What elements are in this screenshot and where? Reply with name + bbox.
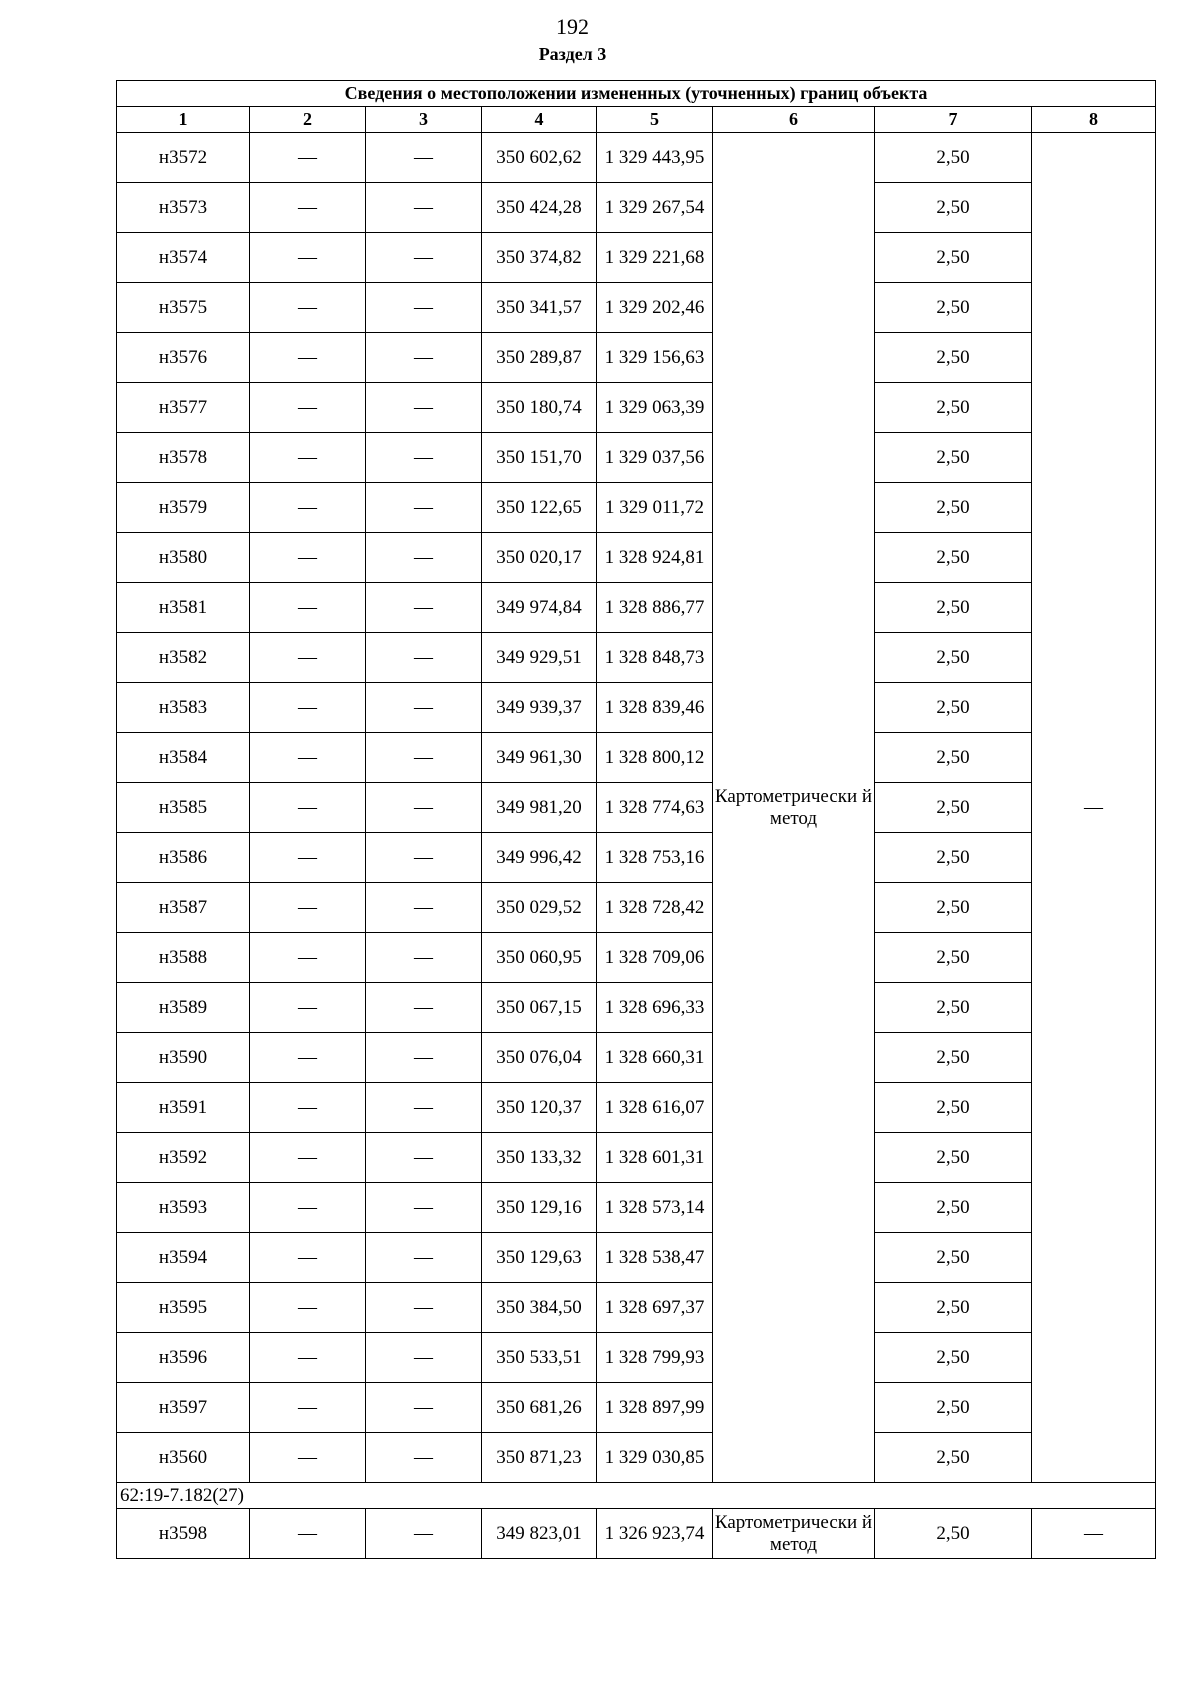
- y-coordinate-cell: 1 329 221,68: [597, 233, 713, 283]
- y-coordinate-cell: 1 328 728,42: [597, 883, 713, 933]
- col3-cell: —: [366, 333, 482, 383]
- point-id-cell: н3579: [117, 483, 250, 533]
- col2-cell: —: [250, 1433, 366, 1483]
- col3-cell: —: [366, 1509, 482, 1559]
- table-row: [117, 533, 1156, 583]
- y-coordinate-cell: 1 329 063,39: [597, 383, 713, 433]
- point-id-cell: н3584: [117, 733, 250, 783]
- table-row: [117, 433, 1156, 483]
- section-title: Раздел 3: [538, 44, 607, 64]
- col3-cell: —: [366, 1033, 482, 1083]
- point-id-cell: н3577: [117, 383, 250, 433]
- col3-cell: —: [366, 783, 482, 833]
- table-row: [117, 1283, 1156, 1333]
- table-row: [117, 583, 1156, 633]
- accuracy-cell: 2,50: [875, 1033, 1032, 1083]
- col2-cell: —: [250, 883, 366, 933]
- point-id-cell: н3574: [117, 233, 250, 283]
- accuracy-cell: 2,50: [875, 1083, 1032, 1133]
- col2-cell: —: [250, 133, 366, 183]
- table-row: [117, 633, 1156, 683]
- y-coordinate-cell: 1 328 660,31: [597, 1033, 713, 1083]
- table-row: [117, 1033, 1156, 1083]
- x-coordinate-cell: 350 076,04: [482, 1033, 597, 1083]
- col3-cell: —: [366, 1083, 482, 1133]
- col3-cell: —: [366, 1383, 482, 1433]
- col2-cell: —: [250, 483, 366, 533]
- table-row: [117, 1083, 1156, 1133]
- x-coordinate-cell: 350 602,62: [482, 133, 597, 183]
- point-id-cell: н3593: [117, 1183, 250, 1233]
- table-row: [117, 883, 1156, 933]
- point-id-cell: н3582: [117, 633, 250, 683]
- col2-cell: —: [250, 183, 366, 233]
- y-coordinate-cell: 1 328 774,63: [597, 783, 713, 833]
- x-coordinate-cell: 349 996,42: [482, 833, 597, 883]
- y-coordinate-cell: 1 328 897,99: [597, 1383, 713, 1433]
- table-row: [117, 1183, 1156, 1233]
- x-coordinate-cell: 350 871,23: [482, 1433, 597, 1483]
- col3-cell: —: [366, 1133, 482, 1183]
- y-coordinate-cell: 1 328 616,07: [597, 1083, 713, 1133]
- accuracy-cell: 2,50: [875, 483, 1032, 533]
- point-id-cell: н3583: [117, 683, 250, 733]
- col2-cell: —: [250, 583, 366, 633]
- point-id-cell: н3592: [117, 1133, 250, 1183]
- column-header-6: 6: [713, 107, 875, 133]
- accuracy-cell: 2,50: [875, 833, 1032, 883]
- col3-cell: —: [366, 283, 482, 333]
- x-coordinate-cell: 350 029,52: [482, 883, 597, 933]
- col3-cell: —: [366, 483, 482, 533]
- point-id-cell: н3576: [117, 333, 250, 383]
- y-coordinate-cell: 1 328 709,06: [597, 933, 713, 983]
- method-cell: Картометрически й метод: [713, 1509, 875, 1559]
- point-id-cell: н3588: [117, 933, 250, 983]
- table-row: [117, 1333, 1156, 1383]
- accuracy-cell: 2,50: [875, 433, 1032, 483]
- accuracy-cell: 2,50: [875, 583, 1032, 633]
- table-row: [117, 833, 1156, 883]
- col2-cell: —: [250, 833, 366, 883]
- point-id-cell: н3581: [117, 583, 250, 633]
- accuracy-cell: 2,50: [875, 933, 1032, 983]
- table-row: [117, 733, 1156, 783]
- x-coordinate-cell: 350 374,82: [482, 233, 597, 283]
- col3-cell: —: [366, 1233, 482, 1283]
- x-coordinate-cell: 350 384,50: [482, 1283, 597, 1333]
- col3-cell: —: [366, 1433, 482, 1483]
- point-id-cell: н3587: [117, 883, 250, 933]
- y-coordinate-cell: 1 328 800,12: [597, 733, 713, 783]
- point-id-cell: н3597: [117, 1383, 250, 1433]
- point-id-cell: н3590: [117, 1033, 250, 1083]
- x-coordinate-cell: 350 020,17: [482, 533, 597, 583]
- y-coordinate-cell: 1 329 011,72: [597, 483, 713, 533]
- x-coordinate-cell: 350 129,63: [482, 1233, 597, 1283]
- group-header-row: [117, 1483, 1156, 1509]
- col2-cell: —: [250, 233, 366, 283]
- y-coordinate-cell: 1 328 601,31: [597, 1133, 713, 1183]
- accuracy-cell: 2,50: [875, 183, 1032, 233]
- point-id-cell: н3573: [117, 183, 250, 233]
- y-coordinate-cell: 1 329 037,56: [597, 433, 713, 483]
- x-coordinate-cell: 350 122,65: [482, 483, 597, 533]
- accuracy-cell: 2,50: [875, 1233, 1032, 1283]
- point-id-cell: н3594: [117, 1233, 250, 1283]
- y-coordinate-cell: 1 328 573,14: [597, 1183, 713, 1233]
- accuracy-cell: 2,50: [875, 683, 1032, 733]
- col2-cell: —: [250, 1033, 366, 1083]
- method-cell: Картометрически й метод: [713, 133, 875, 1483]
- y-coordinate-cell: 1 328 886,77: [597, 583, 713, 633]
- table-caption: Сведения о местоположении измененных (уточненных) границ объекта: [117, 81, 1156, 107]
- point-id-cell: н3585: [117, 783, 250, 833]
- y-coordinate-cell: 1 326 923,74: [597, 1509, 713, 1559]
- column-header-1: 1: [117, 107, 250, 133]
- y-coordinate-cell: 1 329 267,54: [597, 183, 713, 233]
- x-coordinate-cell: 349 939,37: [482, 683, 597, 733]
- x-coordinate-cell: 349 961,30: [482, 733, 597, 783]
- x-coordinate-cell: 350 533,51: [482, 1333, 597, 1383]
- col2-cell: —: [250, 983, 366, 1033]
- col2-cell: —: [250, 283, 366, 333]
- x-coordinate-cell: 350 424,28: [482, 183, 597, 233]
- y-coordinate-cell: 1 329 030,85: [597, 1433, 713, 1483]
- x-coordinate-cell: 350 180,74: [482, 383, 597, 433]
- col2-cell: —: [250, 1083, 366, 1133]
- accuracy-cell: 2,50: [875, 1383, 1032, 1433]
- x-coordinate-cell: 350 133,32: [482, 1133, 597, 1183]
- column-header-5: 5: [597, 107, 713, 133]
- col2-cell: —: [250, 533, 366, 583]
- accuracy-cell: 2,50: [875, 883, 1032, 933]
- point-id-cell: н3572: [117, 133, 250, 183]
- table-row: [117, 683, 1156, 733]
- accuracy-cell: 2,50: [875, 783, 1032, 833]
- column-header-8: 8: [1032, 107, 1156, 133]
- accuracy-cell: 2,50: [875, 633, 1032, 683]
- x-coordinate-cell: 350 129,16: [482, 1183, 597, 1233]
- table-row: [117, 233, 1156, 283]
- x-coordinate-cell: 350 681,26: [482, 1383, 597, 1433]
- x-coordinate-cell: 349 823,01: [482, 1509, 597, 1559]
- point-id-cell: н3586: [117, 833, 250, 883]
- y-coordinate-cell: 1 328 696,33: [597, 983, 713, 1033]
- table-row: [117, 933, 1156, 983]
- col3-cell: —: [366, 1333, 482, 1383]
- y-coordinate-cell: 1 328 799,93: [597, 1333, 713, 1383]
- y-coordinate-cell: 1 328 538,47: [597, 1233, 713, 1283]
- y-coordinate-cell: 1 329 202,46: [597, 283, 713, 333]
- col3-cell: —: [366, 1183, 482, 1233]
- table-row: [117, 483, 1156, 533]
- accuracy-cell: 2,50: [875, 1433, 1032, 1483]
- accuracy-cell: 2,50: [875, 133, 1032, 183]
- col3-cell: —: [366, 683, 482, 733]
- col2-cell: —: [250, 683, 366, 733]
- col3-cell: —: [366, 533, 482, 583]
- table-row: [117, 333, 1156, 383]
- accuracy-cell: 2,50: [875, 1183, 1032, 1233]
- x-coordinate-cell: 350 120,37: [482, 1083, 597, 1133]
- point-id-cell: н3575: [117, 283, 250, 333]
- table-row: [117, 1383, 1156, 1433]
- x-coordinate-cell: 349 929,51: [482, 633, 597, 683]
- col2-cell: —: [250, 1509, 366, 1559]
- table-row: [117, 133, 1156, 183]
- point-id-cell: н3560: [117, 1433, 250, 1483]
- col2-cell: —: [250, 1233, 366, 1283]
- table-row: [117, 983, 1156, 1033]
- table-row: [117, 1433, 1156, 1483]
- accuracy-cell: 2,50: [875, 383, 1032, 433]
- col3-cell: —: [366, 883, 482, 933]
- x-coordinate-cell: 349 974,84: [482, 583, 597, 633]
- point-id-cell: н3580: [117, 533, 250, 583]
- accuracy-cell: 2,50: [875, 1283, 1032, 1333]
- accuracy-cell: 2,50: [875, 533, 1032, 583]
- col2-cell: —: [250, 933, 366, 983]
- accuracy-cell: 2,50: [875, 983, 1032, 1033]
- point-id-cell: н3598: [117, 1509, 250, 1559]
- accuracy-cell: 2,50: [875, 1333, 1032, 1383]
- col3-cell: —: [366, 833, 482, 883]
- point-id-cell: н3578: [117, 433, 250, 483]
- point-id-cell: н3595: [117, 1283, 250, 1333]
- accuracy-cell: 2,50: [875, 283, 1032, 333]
- col2-cell: —: [250, 1333, 366, 1383]
- y-coordinate-cell: 1 328 697,37: [597, 1283, 713, 1333]
- col3-cell: —: [366, 1283, 482, 1333]
- y-coordinate-cell: 1 328 839,46: [597, 683, 713, 733]
- table-row: [117, 783, 1156, 833]
- page-number: 192: [556, 14, 589, 39]
- x-coordinate-cell: 350 151,70: [482, 433, 597, 483]
- point-id-cell: н3589: [117, 983, 250, 1033]
- column-header-4: 4: [482, 107, 597, 133]
- table-row: [117, 1133, 1156, 1183]
- table-row: [117, 1233, 1156, 1283]
- point-id-cell: н3596: [117, 1333, 250, 1383]
- col2-cell: —: [250, 1283, 366, 1333]
- y-coordinate-cell: 1 329 156,63: [597, 333, 713, 383]
- col2-cell: —: [250, 733, 366, 783]
- x-coordinate-cell: 350 067,15: [482, 983, 597, 1033]
- boundary-coordinates-table: [116, 80, 1156, 1559]
- group-label: 62:19-7.182(27): [117, 1483, 1156, 1509]
- col3-cell: —: [366, 383, 482, 433]
- col2-cell: —: [250, 383, 366, 433]
- col2-cell: —: [250, 1133, 366, 1183]
- col2-cell: —: [250, 783, 366, 833]
- x-coordinate-cell: 350 289,87: [482, 333, 597, 383]
- table-row: [117, 383, 1156, 433]
- table-row: [117, 283, 1156, 333]
- column-header-2: 2: [250, 107, 366, 133]
- col3-cell: —: [366, 983, 482, 1033]
- col3-cell: —: [366, 933, 482, 983]
- accuracy-cell: 2,50: [875, 1509, 1032, 1559]
- col2-cell: —: [250, 433, 366, 483]
- col3-cell: —: [366, 583, 482, 633]
- col2-cell: —: [250, 1383, 366, 1433]
- y-coordinate-cell: 1 328 848,73: [597, 633, 713, 683]
- col2-cell: —: [250, 633, 366, 683]
- x-coordinate-cell: 350 060,95: [482, 933, 597, 983]
- column-header-7: 7: [875, 107, 1032, 133]
- y-coordinate-cell: 1 328 924,81: [597, 533, 713, 583]
- x-coordinate-cell: 350 341,57: [482, 283, 597, 333]
- table-row: [117, 183, 1156, 233]
- col3-cell: —: [366, 183, 482, 233]
- col3-cell: —: [366, 633, 482, 683]
- y-coordinate-cell: 1 329 443,95: [597, 133, 713, 183]
- col3-cell: —: [366, 733, 482, 783]
- point-id-cell: н3591: [117, 1083, 250, 1133]
- col3-cell: —: [366, 133, 482, 183]
- col3-cell: —: [366, 233, 482, 283]
- table-row: [117, 1509, 1156, 1559]
- x-coordinate-cell: 349 981,20: [482, 783, 597, 833]
- col2-cell: —: [250, 1183, 366, 1233]
- column-header-3: 3: [366, 107, 482, 133]
- accuracy-cell: 2,50: [875, 733, 1032, 783]
- accuracy-cell: 2,50: [875, 233, 1032, 283]
- col8-cell: —: [1032, 1509, 1156, 1559]
- col3-cell: —: [366, 433, 482, 483]
- col2-cell: —: [250, 333, 366, 383]
- col8-cell: —: [1032, 133, 1156, 1483]
- accuracy-cell: 2,50: [875, 1133, 1032, 1183]
- y-coordinate-cell: 1 328 753,16: [597, 833, 713, 883]
- accuracy-cell: 2,50: [875, 333, 1032, 383]
